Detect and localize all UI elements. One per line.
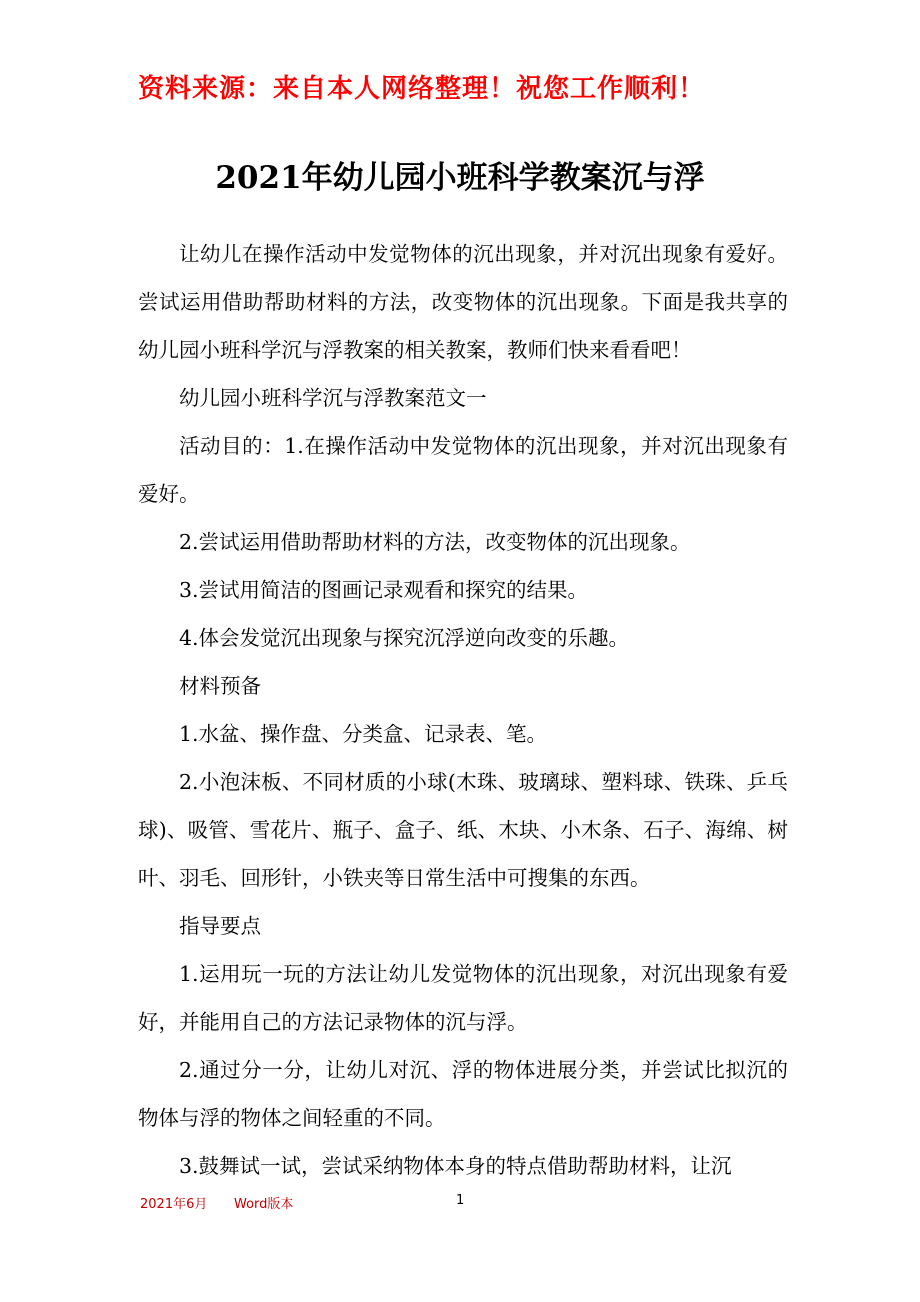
intro-paragraph: 让幼儿在操作活动中发觉物体的沉出现象，并对沉出现象有爱好。尝试运用借助帮助材料的方法，改变物体的沉出现象。下面是我共享的幼儿园小班科学沉与浮教案的相关教案，教师们快来看看吧！ [138,242,788,362]
document-body [138,230,788,1190]
materials-item-2: 2.小泡沫板、不同材质的小球(木珠、玻璃球、塑料球、铁珠、乒乓球)、吸管、雪花片、瓶子、盒子、纸、木块、小木条、石子、海绵、树叶、羽毛、回形针，小铁夹等日常生活中可搜集的东西。 [138,770,788,890]
activity-goal-3: 3.尝试用简洁的图画记录观看和探究的结果。 [179,578,589,602]
section-heading: 幼儿园小班科学沉与浮教案范文一 [179,386,487,410]
guidance-item-2: 2.通过分一分，让幼儿对沉、浮的物体进展分类，并尝试比拟沉的物体与浮的物体之间轻重的不同。 [138,1058,788,1130]
materials-item-1: 1.水盆、操作盘、分类盒、记录表、笔。 [179,722,548,746]
activity-goal-2: 2.尝试运用借助帮助材料的方法，改变物体的沉出现象。 [179,530,691,554]
source-banner: 资料来源：来自本人网络整理！祝您工作顺利！ [138,74,706,104]
activity-goal-1: 活动目的：1.在操作活动中发觉物体的沉出现象，并对沉出现象有爱好。 [138,434,788,506]
document-title: 2021年幼儿园小班科学教案沉与浮 [215,160,705,196]
activity-goal-4: 4.体会发觉沉出现象与探究沉浮逆向改变的乐趣。 [179,626,630,650]
materials-heading: 材料预备 [179,674,261,698]
guidance-item-1: 1.运用玩一玩的方法让幼儿发觉物体的沉出现象，对沉出现象有爱好，并能用自己的方法记录物体的沉与浮。 [138,962,788,1034]
page-number: 1 [456,1193,465,1208]
footer-date: 2021年6月 [140,1197,208,1212]
guidance-item-3: 3.鼓舞试一试，尝试采纳物体本身的特点借助帮助材料，让沉 [179,1154,732,1178]
guidance-heading: 指导要点 [179,914,261,938]
footer-version: Word版本 [234,1197,294,1212]
